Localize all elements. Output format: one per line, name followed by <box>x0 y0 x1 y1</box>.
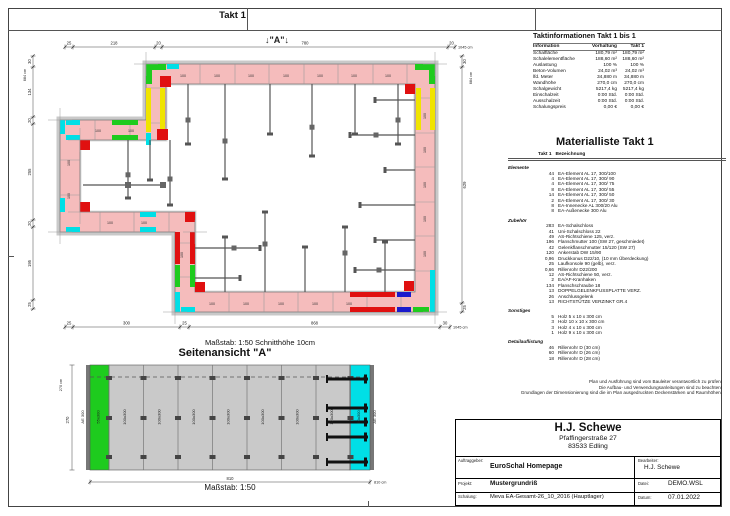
plan-shape <box>384 167 387 173</box>
panel-label: 55x300 <box>95 410 101 424</box>
client-label: Auftraggeber: <box>458 458 484 463</box>
disclaimer-line-1: Plan und Ausführung sind vom Bauleiter verantwortlich zu prüfen! <box>588 379 722 384</box>
material-item-desc: Holz 9 x 10 x 300 cm <box>558 330 602 336</box>
plan-shape <box>327 407 368 410</box>
plan-shape <box>349 132 352 138</box>
takt-info-cell: 24,02 m³ <box>625 69 644 74</box>
material-item-desc: Ankerstab DW 15/90 <box>558 250 602 256</box>
material-item-qty: 60 <box>548 350 554 356</box>
material-item-desc: Rillenrohr D (26 cm) <box>558 350 600 356</box>
material-item-desc: Gelenkflanschmutter 15/120 (SW 27) <box>558 244 636 250</box>
takt-info-cell: lfd. Meter <box>533 75 553 80</box>
plan-shape <box>374 133 379 138</box>
plan-shape <box>175 376 181 380</box>
material-item-row <box>508 356 726 361</box>
plan-shape <box>267 133 273 136</box>
plan-shape <box>359 202 362 208</box>
dim-label: 100 <box>283 74 289 78</box>
material-item-desc: EA/AF-Kranhaken <box>558 277 596 283</box>
plan-shape <box>222 236 228 239</box>
material-item-desc: Rillenrohr D (30 cm) <box>558 344 600 350</box>
dim-label: 270 cm <box>59 378 63 392</box>
plan-shape <box>326 404 328 412</box>
plan-shape <box>374 97 377 103</box>
dim-label: 134 <box>27 88 32 96</box>
material-item-qty: 25 <box>548 261 554 267</box>
rule <box>508 158 726 159</box>
material-item-qty: 18 <box>548 355 554 361</box>
material-item-desc: Druckkonus D22/10, (10 mm Überdeckung) <box>558 255 649 261</box>
takt-info-cell: 24,02 m³ <box>598 69 617 74</box>
plan-shape <box>167 204 173 207</box>
plan-shape <box>343 251 348 256</box>
plan-shape <box>147 179 153 182</box>
material-item-qty: 134 <box>546 282 554 288</box>
dim-label: 100 <box>423 251 427 257</box>
material-item-qty: 1 <box>551 330 554 336</box>
plan-shape <box>232 246 237 251</box>
plan-shape <box>377 268 382 273</box>
project-value: Mustergrundriß <box>490 480 538 487</box>
plan-shape <box>396 118 401 123</box>
material-item-qty: 2 <box>551 197 554 203</box>
dim-label: 100 <box>423 113 427 119</box>
plan-shape <box>364 433 367 442</box>
dim-label: 30 <box>442 320 448 326</box>
takt-info-cell: 0:00 Std. <box>597 99 617 104</box>
plan-shape <box>106 455 112 459</box>
panel-label: 100x300 <box>294 409 300 425</box>
takt-info-cell: 0,00 € <box>630 105 644 110</box>
material-item-qty: 4 <box>551 175 554 181</box>
plan-shape <box>160 182 166 188</box>
material-item-qty: 196 <box>546 239 554 245</box>
material-list-title: Materialliste Takt 1 <box>556 136 654 148</box>
plan-shape <box>348 416 354 420</box>
material-item-qty: 3 <box>551 319 554 325</box>
takt-info-cell: 5217,4 kg <box>595 87 617 92</box>
dim-label: 20 <box>156 40 161 46</box>
date-cell <box>634 493 720 506</box>
editor-cell <box>634 457 720 478</box>
ae-strip-left <box>86 365 90 470</box>
material-item-desc: Anschlussgelenk <box>558 293 594 299</box>
plan-shape <box>244 376 250 380</box>
plan-shape <box>259 245 262 251</box>
material-section-label: Detailauflistung <box>508 339 544 345</box>
material-item-desc: EA-Element AL 17, 300/ 50 <box>558 192 615 198</box>
plan-shape <box>310 125 315 130</box>
material-item-desc: AS-Richtschiene 125, verz. <box>558 234 615 240</box>
col-takt1: Takt 1 <box>630 44 644 49</box>
side-view-title: Seitenansicht "A" <box>178 347 272 359</box>
outer-rail <box>60 64 435 312</box>
material-item-desc: Rillenrohr D (28 cm) <box>558 355 600 361</box>
dim-label: 810 cm <box>374 480 387 485</box>
dim-label: 100 <box>423 216 427 222</box>
plan-shape <box>239 275 242 281</box>
col-information: Information <box>533 44 560 49</box>
material-item-qty: 8 <box>551 186 554 192</box>
material-item-qty: 42 <box>548 244 554 250</box>
takt-info <box>533 31 645 111</box>
material-item-desc: DOPPELGELENKFUSSPLATTE VERZ. <box>558 288 642 294</box>
takt-info-cell: 188,60 m² <box>595 57 617 62</box>
takt-info-header <box>533 43 645 51</box>
material-item-qty: 0,96 <box>544 255 554 261</box>
plan-shape <box>327 378 368 381</box>
material-item-row <box>508 299 726 304</box>
dim-label: 100 <box>346 302 352 306</box>
formwork-elements <box>60 64 435 312</box>
plan-shape <box>106 416 112 420</box>
material-item-qty: 120 <box>546 250 554 256</box>
takt-info-cell: Schalgewicht <box>533 87 562 92</box>
dim-label: 100 <box>141 221 147 225</box>
takt-info-body <box>533 51 645 111</box>
plan-shape <box>175 455 181 459</box>
company-city: 83533 Edling <box>568 443 608 450</box>
plan-shape <box>168 177 173 182</box>
material-section-label: Sonstiges <box>508 308 531 314</box>
plan-shape <box>364 404 367 413</box>
dim-label: 1045 cm <box>458 45 473 50</box>
plan-shape <box>141 376 147 380</box>
plan-shape <box>279 455 285 459</box>
material-item-qty: 8 <box>551 208 554 214</box>
date-value: 07.01.2022 <box>668 494 700 501</box>
plan-shape <box>210 416 216 420</box>
takt-info-cell: 100 % <box>603 63 617 68</box>
material-item-qty: 0,66 <box>544 266 554 272</box>
takt-info-row <box>533 105 645 111</box>
header-tick-right <box>535 8 536 30</box>
editor-label: Bearbeiter: <box>638 458 659 463</box>
project-label: Projekt: <box>458 481 473 486</box>
material-list-body <box>508 165 726 361</box>
plan-shape <box>313 455 319 459</box>
dim-label: 270 <box>65 416 70 424</box>
dim-label: 20 <box>449 40 454 46</box>
title-block-row-client <box>456 457 720 479</box>
takt-info-cell: Wandhöhe <box>533 81 557 86</box>
material-item-qty: 41 <box>548 228 554 234</box>
dim-label: 100 <box>243 302 249 306</box>
dim-label: 100 <box>423 147 427 153</box>
material-item-qty: 13 <box>548 288 554 294</box>
dim-label: 30 <box>462 59 467 64</box>
plan-shape <box>279 376 285 380</box>
material-item-desc: EA-Element AL 17, 300/ 90 <box>558 175 615 181</box>
plan-shape <box>354 267 357 273</box>
takt-info-cell: 270,0 cm <box>624 81 644 86</box>
material-item-desc: EA-Außenecke 300 Alu <box>558 208 607 214</box>
dim-label: 810 <box>226 476 234 481</box>
plan-shape <box>185 143 191 146</box>
material-item-qty: 3 <box>551 324 554 330</box>
project-cell <box>456 479 634 492</box>
material-item-qty: 14 <box>548 192 554 198</box>
plan-shape <box>302 246 308 249</box>
material-item-qty: 5 <box>551 313 554 319</box>
material-item-desc: EA-Element AL 17, 300/ 55 <box>558 186 615 192</box>
material-item-qty: 283 <box>546 223 554 229</box>
panel-label: 100x300 <box>122 409 127 425</box>
dim-label: 100 <box>67 193 71 199</box>
plan-shape <box>327 461 368 464</box>
plan-shape <box>125 197 131 200</box>
dim-label: 100 <box>128 129 134 133</box>
material-item-desc: EA-Element AL 17, 300/100 <box>558 170 616 176</box>
dim-label: 20 <box>27 221 32 226</box>
takt-info-cell: 180,79 m² <box>595 51 617 56</box>
plan-shape <box>326 375 328 383</box>
file-label: Datei: <box>638 481 649 486</box>
plan-shape <box>309 155 315 158</box>
panel-label: 100x300 <box>191 409 196 425</box>
panel-label: 100x300 <box>225 409 231 425</box>
sheet-title: Takt 1 <box>219 10 246 21</box>
takt-info-cell: 34,880 m <box>623 75 644 80</box>
plan-shape <box>326 458 328 466</box>
takt-info-cell: 5217,4 kg <box>622 87 644 92</box>
header-desc: Bezeichnung <box>555 152 586 157</box>
dim-label: 100 <box>278 302 284 306</box>
dim-label: 100 <box>95 129 101 133</box>
dim-label: 780 <box>301 40 309 46</box>
dim-label: 868 <box>311 320 318 326</box>
dim-label: 25 <box>66 40 72 46</box>
dim-label: 25 <box>66 320 72 326</box>
plan-shape <box>326 433 328 441</box>
dim-label: 300 <box>123 320 130 326</box>
takt-info-cell: Einschalzeit <box>533 93 559 98</box>
plan-shape <box>313 416 319 420</box>
material-item-row <box>508 208 726 213</box>
file-value: DEMO.WSL <box>668 480 703 487</box>
dim-label: 20 <box>27 118 32 123</box>
dim-label: 30 <box>27 59 32 64</box>
dim-label: 100 <box>385 74 391 78</box>
takt-info-title: Taktinformationen Takt 1 bis 1 <box>533 31 636 40</box>
material-item-qty: 2 <box>551 277 554 283</box>
material-item-desc: Rillenrohr D22/200 <box>558 266 598 272</box>
takt-info-cell: Schalungspreis <box>533 105 566 110</box>
side-view-scale: Maßstab: 1:50 <box>204 483 256 492</box>
material-item-desc: Laufkonsole 90 (gelb), verz. <box>558 261 616 267</box>
takt-info-cell: 0:00 Std. <box>624 93 644 98</box>
material-item-desc: EA-Element AL 17, 300/ 75 <box>558 181 615 187</box>
header-qty: Takt 1 <box>538 152 552 157</box>
material-item-qty: 13 <box>548 298 554 304</box>
takt-info-cell: 100 % <box>630 63 644 68</box>
plan-shape <box>364 458 367 467</box>
material-item-qty: 8 <box>551 202 554 208</box>
plan-shape <box>326 418 328 426</box>
section-marker-a: ↓"A"↓ <box>264 35 290 45</box>
dim-label: 100 <box>317 74 323 78</box>
plan-shape <box>244 455 250 459</box>
panel-label: AE 300 <box>80 410 85 424</box>
material-item-qty: 12 <box>548 271 554 277</box>
material-item-desc: AS-Richtschiene 50, verz. <box>558 271 612 277</box>
wall-outer-line <box>60 64 435 312</box>
disclaimer-line-2: Die Aufbau- und Verwendungsanleitungen sind zu beachten! <box>598 384 722 390</box>
material-item-desc: RICHTSTÜTZE VERZINKT GR.4 <box>558 298 628 304</box>
plan-shape <box>106 376 112 380</box>
company-street: Pfaffingerstraße 27 <box>559 435 617 442</box>
dim-label: 100 <box>423 182 427 188</box>
title-block-row-formwork <box>456 493 720 506</box>
plan-shape <box>364 418 367 427</box>
company-name: H.J. Schewe <box>554 422 622 434</box>
panel-label: 100x300 <box>260 409 265 425</box>
takt-info-cell: 180,79 m² <box>622 51 644 56</box>
wall-ring <box>60 64 435 312</box>
dim-label: 25 <box>27 302 32 307</box>
col-vorhaltung: Vorhaltung <box>592 44 617 49</box>
takt-info-cell: 0:00 Std. <box>597 93 617 98</box>
plan-shape <box>382 241 388 244</box>
dim-label: 629 <box>462 181 467 189</box>
plan-shape <box>210 376 216 380</box>
formwork-plan <box>20 30 500 340</box>
material-section-label: Elemente <box>508 165 529 170</box>
dim-label: 100 <box>248 74 254 78</box>
dim-label: 100 <box>67 160 71 166</box>
material-list <box>508 136 726 361</box>
material-item-row <box>508 330 726 335</box>
plan-shape <box>223 139 228 144</box>
plan-shape <box>125 182 131 188</box>
plan-shape <box>327 436 368 439</box>
dim-label: 100 <box>351 74 357 78</box>
plan-shape <box>348 455 354 459</box>
material-item-qty: 46 <box>548 344 554 350</box>
plan-shape <box>342 226 348 229</box>
plan-shape <box>263 242 268 247</box>
plan-shape <box>141 416 147 420</box>
plan-shape <box>210 455 216 459</box>
plan-scale-note: Maßstab: 1:50 Schnitthöhe 10cm <box>204 338 316 347</box>
plan-shape <box>175 416 181 420</box>
dim-label: 100 <box>312 302 318 306</box>
material-item-qty: 4 <box>551 181 554 187</box>
dim-label: 1045 cm <box>453 325 468 330</box>
rule <box>508 160 726 161</box>
dim-label: 684 cm <box>23 68 27 82</box>
title-block-company <box>456 420 720 457</box>
title-block <box>455 419 721 506</box>
panel-label: 100x300 <box>329 409 334 425</box>
takt-info-cell: Auslastung <box>533 63 557 68</box>
material-item-desc: Holz 5 x 10 x 300 cm <box>558 313 602 319</box>
panel-label: AE 300 <box>372 410 377 424</box>
formwork-label: Schalung: <box>458 494 477 499</box>
plan-shape <box>262 211 268 214</box>
file-cell <box>634 479 720 492</box>
dim-label: 195 <box>27 260 32 267</box>
plan-shape <box>126 172 131 177</box>
plan-shape <box>374 237 377 243</box>
material-item-qty: 44 <box>548 170 554 176</box>
material-item-desc: Flanschschraube 18 <box>558 282 601 288</box>
material-section-label: Zubehör <box>508 217 527 223</box>
plan-shape <box>313 376 319 380</box>
takt-info-cell: Schalfläche <box>533 51 558 56</box>
plan-shape <box>141 455 147 459</box>
dim-label: 218 <box>110 40 118 46</box>
title-block-row-project <box>456 479 720 493</box>
material-list-header <box>508 152 726 157</box>
plan-shape <box>395 143 401 146</box>
takt-info-cell: Beton-Volumen <box>533 69 566 74</box>
takt-info-cell: 0:00 Std. <box>624 99 644 104</box>
plan-shape <box>279 416 285 420</box>
panel-joints <box>60 64 435 312</box>
material-item-desc: EA-Element AL 17, 300/ 30 <box>558 197 615 203</box>
takt-info-cell: Ausschalzeit <box>533 99 560 104</box>
client-cell <box>456 457 634 478</box>
panel-label: 50x300 <box>356 410 361 424</box>
material-item-desc: Holz 10 x 10 x 300 cm <box>558 319 605 325</box>
material-item-desc: EA-Schalschloss <box>558 223 594 229</box>
plan-shape <box>364 375 367 384</box>
dim-label: 25 <box>182 320 187 326</box>
material-item-qty: 26 <box>548 293 554 299</box>
dim-label: 100 <box>107 221 113 225</box>
plan-shape <box>244 416 250 420</box>
formwork-value: Meva EA-Gesamt-26_10_2016 (Hauptlager) <box>490 494 604 500</box>
material-item-desc: Flanschmutter 100 (SW 27, geschmiedet) <box>558 239 645 245</box>
dim-label: 100 <box>180 252 184 258</box>
dim-label: 100 <box>209 302 215 306</box>
dim-label: 25 <box>462 305 467 310</box>
left-border-tick <box>8 256 14 257</box>
plan-shape <box>186 118 191 123</box>
dim-label: 255 <box>27 168 32 176</box>
takt-info-cell: 0,00 € <box>603 105 617 110</box>
disclaimer-line-3: Grundlagen der Dimensionierung sind die im Plan ausgedruckten Deckenstärken und Raumhöhen. <box>520 390 722 396</box>
material-item-desc: Holz 4 x 10 x 300 cm <box>558 324 602 330</box>
dim-label: 684 cm <box>469 71 473 85</box>
takt-info-cell: 270,0 cm <box>597 81 617 86</box>
dim-label: 100 <box>214 74 220 78</box>
editor-value: H.J. Schewe <box>644 464 680 471</box>
extension-lines <box>48 52 447 324</box>
takt-info-cell: Schalelementfläche <box>533 57 575 62</box>
client-value: EuroSchal Homepage <box>490 463 563 470</box>
formwork-cell <box>456 493 634 506</box>
date-label: Datum: <box>638 495 652 500</box>
takt-info-cell: 34,880 m <box>596 75 617 80</box>
material-item-desc: EA-Innenecke AL 300/20 Alu <box>558 202 618 208</box>
material-item-qty: 49 <box>548 234 554 240</box>
material-item-desc: Uni-Schalschloss 22 <box>558 228 601 234</box>
disclaimer <box>400 379 722 396</box>
takt-info-cell: 188,60 m² <box>622 57 644 62</box>
panel-label: 100x300 <box>156 409 162 425</box>
dim-label: 100 <box>180 74 186 78</box>
plan-shape <box>222 178 228 181</box>
